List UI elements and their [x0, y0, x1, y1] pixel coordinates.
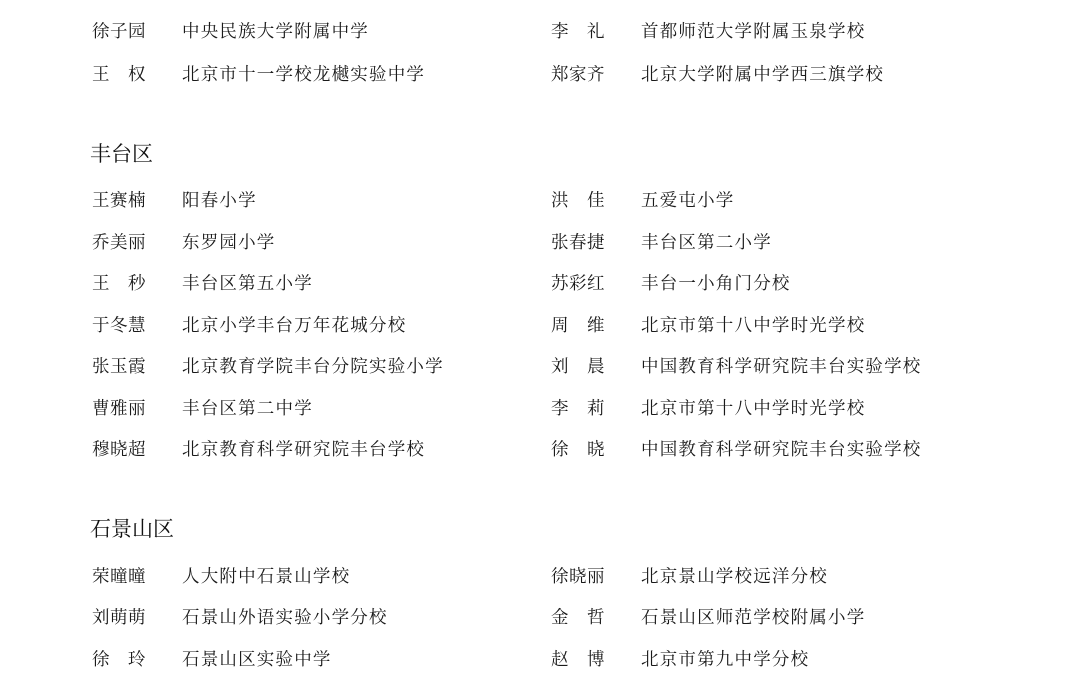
list-item [0, 394, 1080, 424]
teacher-name: 苏彩红 [551, 274, 605, 294]
teacher-name: 徐晓丽 [551, 567, 605, 587]
teacher-name: 于冬慧 [92, 316, 146, 336]
list-item [0, 186, 1080, 216]
school-name: 北京市第九中学分校 [641, 650, 810, 670]
teacher-name: 刘 晨 [551, 357, 605, 377]
school-name: 北京市第十八中学时光学校 [641, 316, 866, 336]
teacher-name: 曹雅丽 [92, 399, 146, 419]
school-name: 首都师范大学附属玉泉学校 [641, 22, 866, 42]
school-name: 阳春小学 [182, 191, 257, 211]
list-item [0, 228, 1080, 258]
list-item [0, 562, 1080, 592]
teacher-name: 乔美丽 [92, 233, 146, 253]
school-name: 石景山区实验中学 [182, 650, 332, 670]
school-name: 中国教育科学研究院丰台实验学校 [641, 357, 922, 377]
list-item [0, 60, 1080, 90]
school-name: 北京教育科学研究院丰台学校 [182, 440, 426, 460]
teacher-name: 洪 佳 [551, 191, 605, 211]
teacher-name: 徐子园 [92, 22, 146, 42]
school-name: 北京小学丰台万年花城分校 [182, 316, 407, 336]
teacher-name: 金 哲 [551, 608, 605, 628]
teacher-name: 郑家齐 [551, 65, 605, 85]
teacher-name: 刘萌萌 [92, 608, 146, 628]
district-heading: 丰台区 [90, 142, 153, 166]
teacher-name: 荣曈曈 [92, 567, 146, 587]
school-name: 石景山外语实验小学分校 [182, 608, 388, 628]
school-name: 丰台区第二小学 [641, 233, 772, 253]
list-item [0, 269, 1080, 299]
school-name: 中国教育科学研究院丰台实验学校 [641, 440, 922, 460]
school-name: 北京市十一学校龙樾实验中学 [182, 65, 426, 85]
school-name: 北京市第十八中学时光学校 [641, 399, 866, 419]
teacher-name: 穆晓超 [92, 440, 146, 460]
school-name: 北京大学附属中学西三旗学校 [641, 65, 885, 85]
teacher-name: 张春捷 [551, 233, 605, 253]
district-heading: 石景山区 [90, 517, 174, 541]
school-name: 北京教育学院丰台分院实验小学 [182, 357, 444, 377]
list-item [0, 603, 1080, 633]
teacher-name: 徐 玲 [92, 650, 146, 670]
teacher-name: 李 莉 [551, 399, 605, 419]
teacher-name: 王 权 [92, 65, 146, 85]
school-name: 丰台区第二中学 [182, 399, 313, 419]
teacher-name: 周 维 [551, 316, 605, 336]
list-item [0, 311, 1080, 341]
teacher-name: 徐 晓 [551, 440, 605, 460]
list-item [0, 17, 1080, 47]
teacher-name: 赵 博 [551, 650, 605, 670]
teacher-name: 王赛楠 [92, 191, 146, 211]
school-name: 中央民族大学附属中学 [182, 22, 369, 42]
list-item [0, 645, 1080, 675]
school-name: 五爱屯小学 [641, 191, 735, 211]
teacher-name: 王 秒 [92, 274, 146, 294]
school-name: 石景山区师范学校附属小学 [641, 608, 866, 628]
list-item [0, 435, 1080, 465]
teacher-name: 李 礼 [551, 22, 605, 42]
school-name: 丰台一小角门分校 [641, 274, 791, 294]
school-name: 人大附中石景山学校 [182, 567, 351, 587]
list-item [0, 352, 1080, 382]
teacher-name: 张玉霞 [92, 357, 146, 377]
school-name: 北京景山学校远洋分校 [641, 567, 828, 587]
school-name: 东罗园小学 [182, 233, 276, 253]
school-name: 丰台区第五小学 [182, 274, 313, 294]
